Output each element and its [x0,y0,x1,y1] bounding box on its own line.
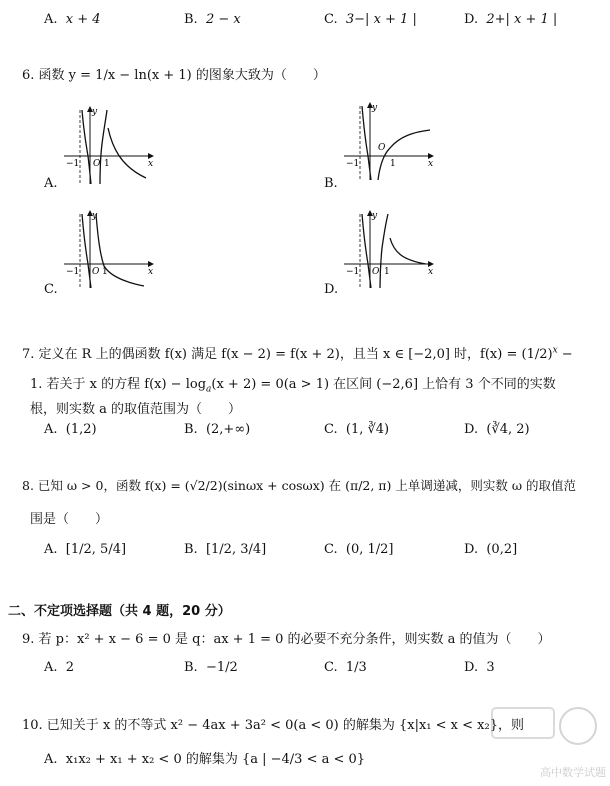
watermark-text: 高中数学试题 [540,766,606,779]
q6-stem: 6. 函数 y = 1/x − ln(x + 1) 的图象大致为（ ） [22,68,326,83]
tick-label-neg1: −1 [346,159,360,169]
axis-label-y: y [92,211,98,221]
section-title: 二、不定项选择题（共 4 题，20 分） [8,604,231,619]
axis-label-x: x [428,159,434,169]
q9-stem: 9. 若 p：x² + x − 6 = 0 是 q：ax + 1 = 0 的必要不充分条件，则实数 a 的值为（ ） [22,632,551,647]
origin-label: O [372,267,380,277]
q8-option-a: A. [1/2, 5/4] [44,542,127,557]
q6-graph-c [60,208,156,290]
axis-label-y: y [372,103,378,113]
q6-option-a-label: A. [44,176,58,191]
tick-label-neg1: −1 [66,159,80,169]
q5-option-a: A. x + 4 [44,12,101,27]
q6-graph-a [60,104,156,186]
q9-option-a: A. 2 [44,660,75,675]
q5-option-b: B. 2 − x [184,12,241,27]
q7-line3: 根，则实数 a 的取值范围为（ ） [30,402,242,417]
tick-label-1: 1 [390,159,396,169]
q6-graph-d [340,208,436,290]
axis-label-y: y [372,211,378,221]
q8-option-c: C. (0, 1/2] [324,542,394,557]
origin-label: O [92,267,100,277]
tick-label-neg1: −1 [346,267,360,277]
q6-option-c-label: C. [44,282,58,297]
q9-option-b: B. −1/2 [184,660,238,675]
q10-option-a: A. x₁x₂ + x₁ + x₂ < 0 的解集为 {a | −4/3 < a < 0} [44,752,366,767]
axis-label-y: y [92,107,98,117]
tick-label-1: 1 [384,267,390,277]
q10-stem: 10. 已知关于 x 的不等式 x² − 4ax + 3a² < 0(a < 0) 的解集为 {x|x₁ < x < x₂}，则 [22,718,524,733]
q7-line2: 1. 若关于 x 的方程 $f(x) - \log_a(x + 2) = 0(a > 1)$ 在区间 (−2,6] 上恰有 3 个不同的实数 [30,377,556,395]
q5-option-d: D. 2+| x + 1 | [464,12,558,27]
q9-option-c: C. 1/3 [324,660,367,675]
q7-line1: 7. 定义在 R 上的偶函数 f(x) 满足 f(x − 2) = f(x + 2)，且当 x ∈ [−2,0] 时，$f(x) = (1/2)^x$ − [22,345,573,362]
tick-label-1: 1 [102,267,108,277]
origin-label: O [378,143,386,153]
tick-label-neg1: −1 [66,267,80,277]
tick-label-1: 1 [104,159,110,169]
q7-option-c: C. (1, ∛4) [324,422,390,437]
q6-option-d-label: D. [324,282,339,297]
watermark [486,700,606,780]
q7-option-b: B. (2,+∞) [184,422,251,437]
q5-option-c: C. 3−| x + 1 | [324,12,417,27]
q8-line1: 8. 已知 ω > 0，函数 f(x) = (√2/2)(sinωx + cosωx) 在 (π/2, π) 上单调递减，则实数 ω 的取值范 [22,478,577,493]
q7-option-d: D. (∛4, 2) [464,422,530,437]
q6-graph-b [340,100,436,182]
q7-option-a: A. (1,2) [44,422,97,437]
origin-label: O [93,159,101,169]
q8-option-d: D. (0,2] [464,542,518,557]
q6-option-b-label: B. [324,176,338,191]
q9-option-d: D. 3 [464,660,495,675]
q8-line2: 围是（ ） [30,512,109,527]
axis-label-x: x [148,267,154,277]
axis-label-x: x [148,159,154,169]
q8-option-b: B. [1/2, 3/4] [184,542,267,557]
watermark-stamp-icon [486,700,606,760]
axis-label-x: x [428,267,434,277]
